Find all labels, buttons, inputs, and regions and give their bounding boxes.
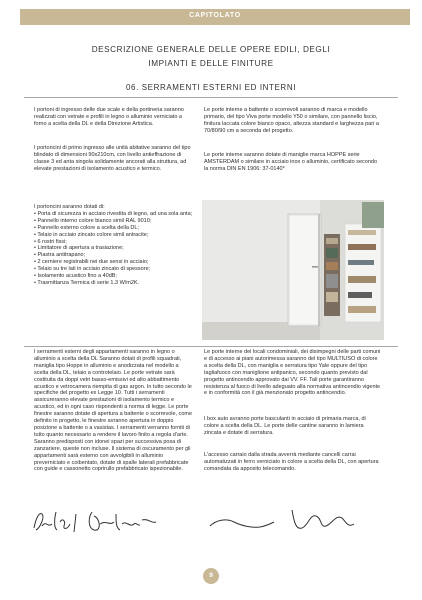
interior-door-photo xyxy=(202,200,384,340)
paragraph-vehicle-gate: L'accesso carraio dalla strada avverrà mediante cancelli carrai automatizzati in ferro verniciato in colore a scelta della DL, con apertura comandata da apposito telecomando. xyxy=(204,452,379,472)
page-number-badge: 9 xyxy=(203,568,219,584)
paragraph-windows: I serramenti esterni degli appartamenti saranno in legno o alluminio a scelta della DL Saranno dotati di profili squadrati, maniglia tipo Hoppe in alluminio e anodizzata nel modello a scelta della DL, telaio a controtelaio. Le porte vetrate sarà costituita da doppi vetri basso-emissivi ed alto abbattimento acustico e vetrocamera riempita di gas argon. In tutto secondo le specifiche del progetto ex Legge 10. Tutti i serramenti assicureranno elevate prestazioni di isolamento termico e acustico, ed in ogni caso rispondenti a norma di legge. Le porte finestre saranno dotate di apertura a battente o scorrevole, come definito in progetto, le finestre avranno apertura in doppio posizione a battente o a vasistas. I serramenti verranno forniti di tutto quanto necessario a rendere il lavoro finito a regola d'arte. Saranno predisposti con idonei spazi per successiva posa di zanzariere, queste non incluse. Il sistema di oscuramento per gli appartamenti sarà esterno con avvolgibili in alluminio preverniciato e coibentato, dotate di spalle laterali prefabbricate con guide e cassonetto coprirullo prefabbricato ispezionabile. xyxy=(34,349,193,473)
paragraph-main-doors: I portoni di ingresso delle due scale e della portineria saranno realizzati con vetrate e profili in legno o alluminio verniciato a forno a scelta della DL e della Direzione Artistica. xyxy=(34,107,184,127)
paragraph-interior-doors: Le porte interne a battente o scorrevoli saranno di marca e modello primario, del tipo Viva porte modello Y50 o similare, con pannello liscio, finitura laccata colore bianco opaco, altezza standard e larghezza pari a 70/80/90 cm a seconda del progetto. xyxy=(204,107,379,134)
section-divider-top xyxy=(24,97,398,98)
paragraph-garage-doors: I box auto avranno porte basculanti in acciaio di primaria marca, di colore a scelta della DL. Le porte delle cantine saranno in lamiera zincata e dotate di serratura. xyxy=(204,416,366,436)
paragraph-door-handles: Le porte interne saranno dotate di maniglie marca HOPPE serie AMSTERDAM o similare in acciaio inox o alluminio, certificato secondo la norma DIN EN 1906: 37-0140* xyxy=(204,152,378,172)
section-title: 06. SERRAMENTI ESTERNI ED INTERNI xyxy=(125,83,297,92)
door-photo-illustration xyxy=(202,200,384,340)
header-bar xyxy=(20,9,410,25)
header-title: CAPITOLATO xyxy=(189,12,241,19)
document-title xyxy=(30,43,392,70)
paragraph-common-doors: Le porte interne dei locali condominiali, dei disimpegni delle parti comuni e di accesso ai piani autorimessa saranno del tipo MULTIUSO di colore a scelta della DL, con maniglia e serratura tipo Yale oppure del tipo tagliafuoco con maniglione antipanico, secondo quanto previsto dal progetto antincendio approvato dai VV. FF. Tali porte garantiranno resistenza al fuoco di livello adeguato alla normativa antincendio vigente e in conformità con il già menzionato progetto antincendio. xyxy=(204,349,381,397)
document-title-line-1: DESCRIZIONE GENERALE DELLE OPERE EDILI, DEGLI xyxy=(91,45,331,54)
paragraph-door-features: I portoncini saranno dotati di: • Porta di sicurezza in acciaio rivestita di legno, ad una sola anta; • Pannello interno colore bianco simil RAL 9010; • Pannello esterno colore a scelta della DL; • Telaio in acciaio zincato colore simil antracite; • 6 rostri fissi; • Limitatore di apertura a trasiazione; • Piastra antitrapano; • 2 cerniere registrabili nei due sensi in acciaio; • Telaio su tre lati in acciaio zincato di spessore; • Isolamento acustico fino a 40dB; • Trasmittanza Termica di serie 1.3 W/m2K. xyxy=(34,204,193,286)
handwritten-signatures xyxy=(30,500,390,540)
document-title-line-2: IMPIANTI E DELLE FINITURE xyxy=(148,58,274,68)
paragraph-armored-doors: I portoncini di primo ingresso alle unità abitative saranno del tipo blindato di dimensioni 90x210cm, con livello antieffrazione di classe 3 ed anta singola solidamente ancorati alla struttura, ad elevate prestazioni di isolamento acustico e termico. xyxy=(34,145,191,172)
section-divider-middle xyxy=(24,346,398,347)
